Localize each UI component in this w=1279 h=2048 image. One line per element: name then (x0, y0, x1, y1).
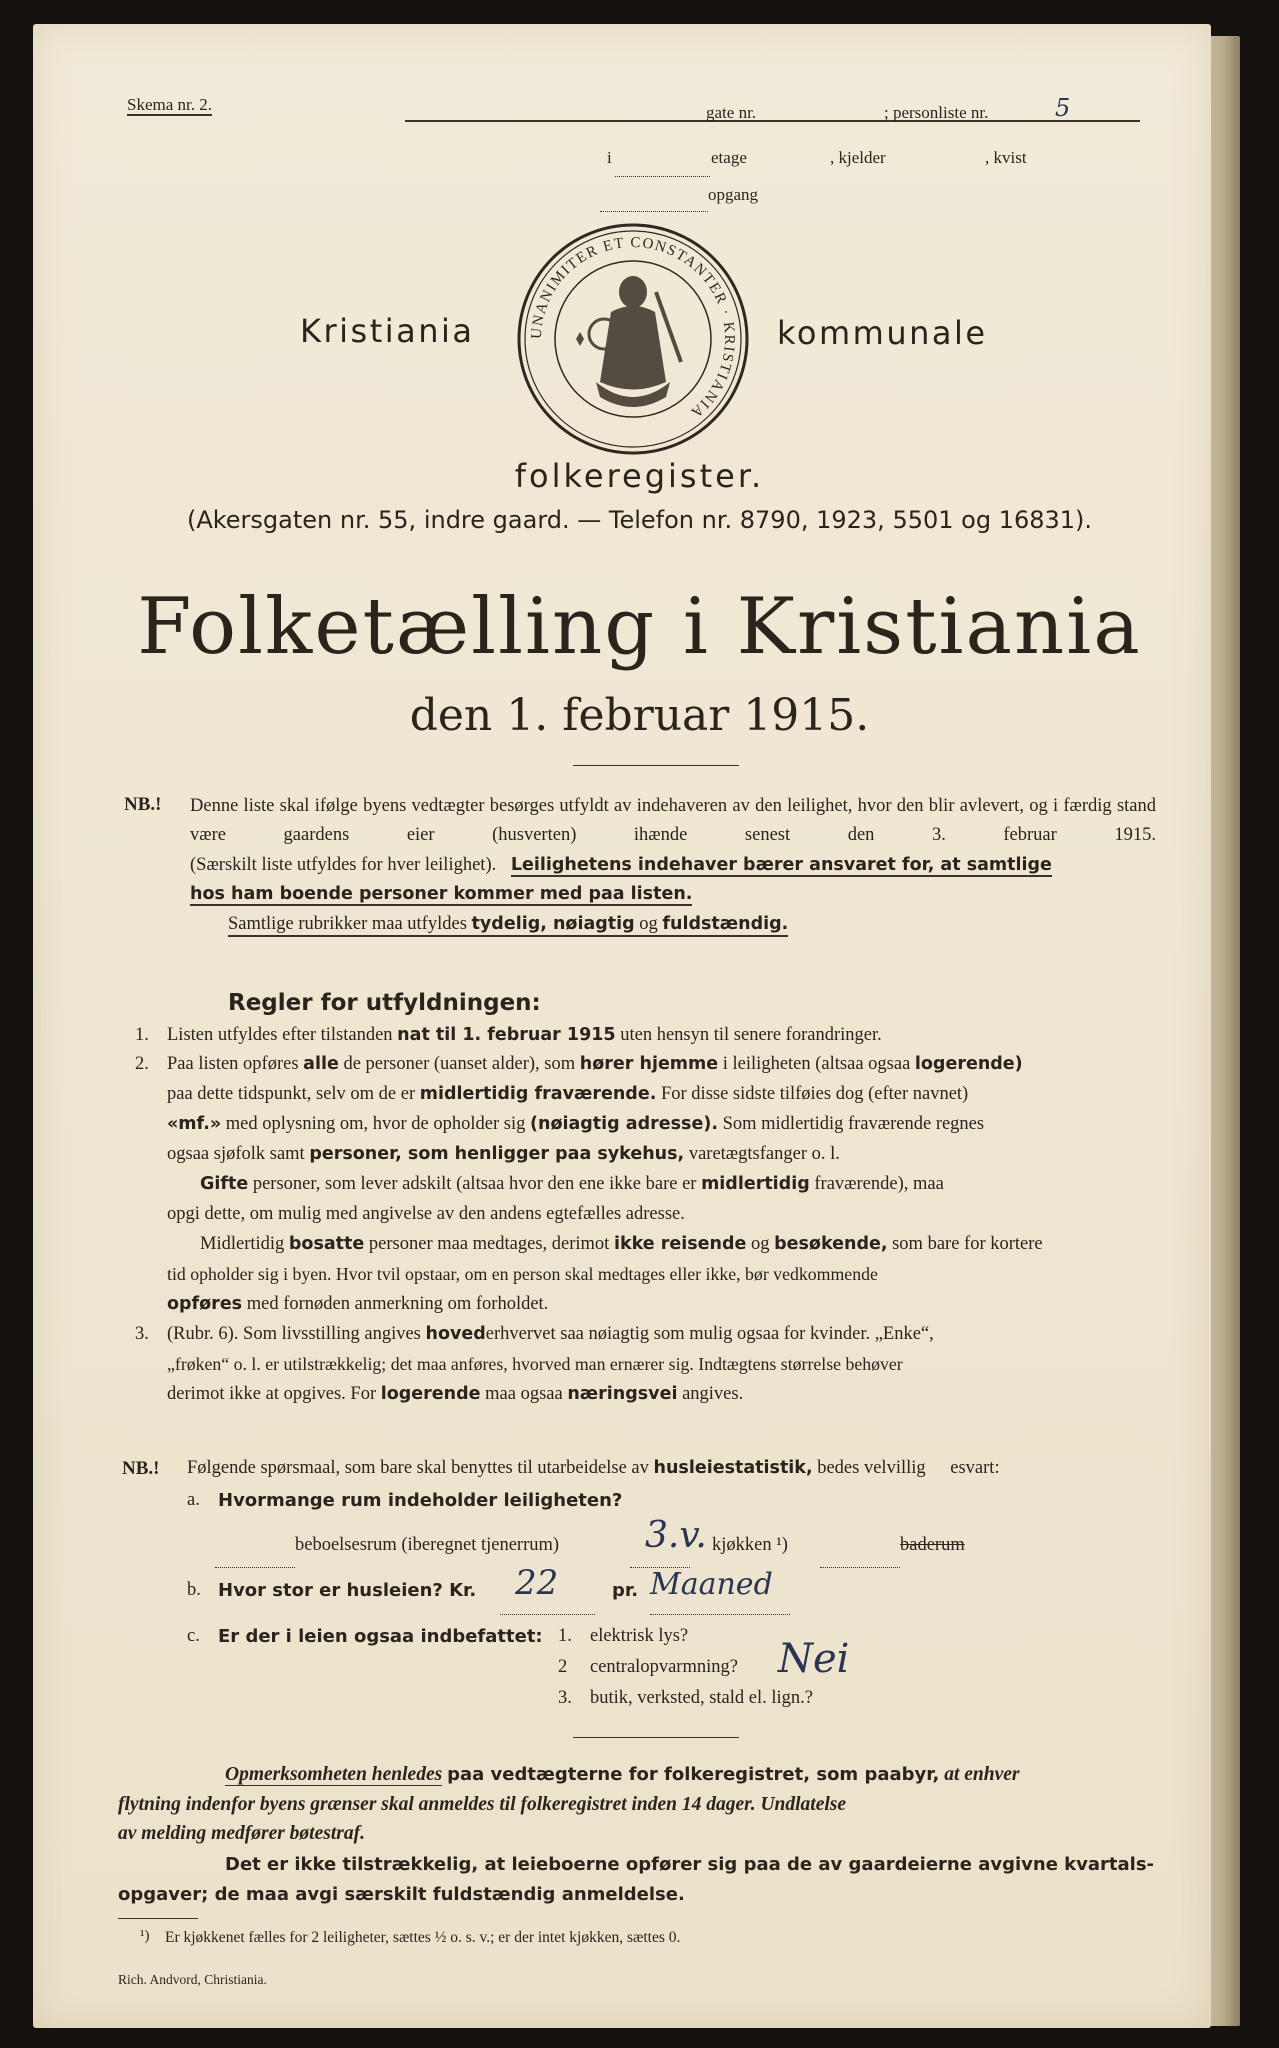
title-date: den 1. februar 1915. (409, 690, 870, 741)
rule-3-line3: derimot ikke at opgives. For logerende maa ogsaa næringsvei angives. (167, 1384, 744, 1404)
rule-1-text: Listen utfyldes efter tilstanden nat til 1. februar 1915 uten hensyn til senere forandringer. (167, 1025, 882, 1045)
rule-2-line3: «mf.» med oplysning om, hvor de opholder sig (nøiagtig adresse). Som midlertidig fraværende regnes (167, 1114, 985, 1134)
gate-label: gate nr. (706, 103, 757, 122)
kjelder-label: , kjelder (830, 148, 886, 167)
notice-line3: av melding medfører bøtestraf. (118, 1823, 365, 1844)
nb1-paragraph: Denne liste skal ifølge byens vedtægter besørges utfyldt av indehaveren av den leilighet, hvor den blir avlevert, og i færdig stand være gaardens eier (husverten) ihænde senest den 3. februar 1915. (190, 796, 1156, 845)
c3-text: butik, verksted, stald el. lign.? (590, 1688, 813, 1708)
rule-3-number: 3. (135, 1324, 149, 1344)
i-label: i (607, 148, 612, 167)
notice-line5: opgaver; de maa avgi særskilt fuldstændig anmeldelse. (118, 1884, 685, 1905)
rule-2-para2-line1: Gifte personer, som lever adskilt (altsaa hvor den ene ikke bare er midlertidig fraværende), maa (200, 1174, 944, 1194)
personliste-label: ; personliste nr. (884, 103, 989, 122)
personliste-value: 5 (1055, 94, 1071, 122)
rooms-label: beboelsesrum (iberegnet tjenerrum) (295, 1535, 560, 1555)
notice-divider (573, 1737, 739, 1738)
kitchen-label: kjøkken ¹) (712, 1535, 788, 1555)
rule-2-para3-line3: opføres med fornøden anmerkning om forholdet. (167, 1294, 549, 1314)
c3-number: 3. (558, 1688, 572, 1708)
nb1-line2: (Særskilt liste utfyldes for hver leilighet). Leilighetens indehaver bærer ansvaret for, at samtlige (190, 855, 1052, 875)
question-b-label: b. (187, 1580, 201, 1600)
opgang-label: opgang (708, 185, 759, 204)
c1-number: 1. (558, 1626, 572, 1646)
rule-3-line1: (Rubr. 6). Som livsstilling angives hovederhvervet saa nøiagtig som mulig ogsaa for kvinder. „Enke“, (167, 1324, 934, 1344)
question-c-label: c. (187, 1626, 200, 1646)
question-a: Hvormange rum indeholder leiligheten? (218, 1490, 623, 1511)
svg-text:UNANIMITER ET CONSTANTER · KRI: UNANIMITER ET CONSTANTER · KRISTIANIA (528, 234, 738, 422)
rent-amount: 22 (515, 1563, 559, 1603)
rules-heading: Regler for utfyldningen: (228, 990, 541, 1016)
schema-label: Skema nr. 2. (127, 95, 212, 114)
kvist-label: , kvist (985, 148, 1027, 167)
rule-1-number: 1. (135, 1025, 149, 1045)
rule-2-para2-line2: opgi dette, om mulig med angivelse av den andens egtefælles adresse. (167, 1204, 685, 1224)
footnote-text: Er kjøkkenet fælles for 2 leiligheter, sættes ½ o. s. v.; er der intet kjøkken, sættes 0. (165, 1929, 681, 1946)
question-a-label: a. (187, 1490, 200, 1510)
page-title: Folketælling i Kristiania (137, 582, 1142, 672)
c2-text: centralopvarmning? (590, 1657, 738, 1677)
footnote-divider (118, 1918, 198, 1919)
nb1-label: NB.! (124, 794, 162, 815)
rule-3-line2: „frøken“ o. l. er utilstrækkelig; det maa anføres, hvorved man ernærer sig. Indtægtens størrelse behøver (167, 1354, 903, 1374)
rule-2-para3-line2: tid opholder sig i byen. Hvor tvil opstaar, om en person skal medtages eller ikke, bør vedkommende (167, 1264, 878, 1284)
office-name-right: kommunale (777, 314, 988, 352)
notice-line1: Opmerksomheten henledes paa vedtægterne for folkeregistret, som paabyr, at enhver (225, 1764, 1020, 1785)
bath-label: baderum (900, 1535, 965, 1555)
c1-text: elektrisk lys? (590, 1626, 689, 1646)
question-b: Hvor stor er husleien? Kr. (218, 1580, 477, 1601)
rent-period: Maaned (650, 1567, 773, 1602)
printer-credit: Rich. Andvord, Christiania. (118, 1972, 267, 1987)
notice-line2: flytning indenfor byens grænser skal anmeldes til folkeregistret inden 14 dager. Undlatelse (118, 1794, 847, 1815)
office-name-left: Kristiania (300, 312, 475, 350)
nb2-label: NB.! (122, 1458, 160, 1479)
rent-per-label: pr. (612, 1580, 639, 1601)
notice-line4: Det er ikke tilstrækkelig, at leieboerne opfører sig paa de av gaardeierne avgivne kvartals- (225, 1854, 1155, 1875)
office-address: (Akersgaten nr. 55, indre gaard. — Telefon nr. 8790, 1923, 5501 og 16831). (186, 506, 1093, 534)
c2-number: 2 (558, 1657, 568, 1677)
office-subtitle: folkeregister. (514, 457, 765, 495)
title-divider (573, 765, 739, 766)
rule-2-number: 2. (135, 1054, 149, 1074)
rule-2-line1: Paa listen opføres alle de personer (uanset alder), som hører hjemme i leiligheten (altsaa ogsaa logerende) (167, 1054, 1023, 1074)
footnote-mark: ¹) (140, 1928, 150, 1944)
nb2-intro: Følgende spørsmaal, som bare skal benyttes til utarbeidelse av husleiestatistik, bedes velvillig esvart: (187, 1458, 1000, 1478)
etage-label: etage (711, 148, 747, 167)
nb1-line4: Samtlige rubrikker maa utfyldes tydelig, nøiagtig og fuldstændig. (228, 914, 788, 935)
question-c: Er der i leien ogsaa indbefattet: (218, 1626, 543, 1647)
kristiania-city-seal (516, 222, 750, 456)
rooms-handwritten-value: 3.v. (645, 1515, 707, 1556)
nb1-line3: hos ham boende personer kommer med paa listen. (190, 884, 693, 904)
rule-2-line4: ogsaa sjøfolk samt personer, som henligger paa sykehus, varetægtsfanger o. l. (167, 1144, 840, 1164)
rule-2-para3-line1: Midlertidig bosatte personer maa medtages, derimot ikke reisende og besøkende, som bare for kortere (200, 1234, 1043, 1254)
address-line (405, 120, 1140, 122)
rule-2-line2: paa dette tidspunkt, selv om de er midlertidig fraværende. For disse sidste tilføies dog (efter navnet) (167, 1084, 969, 1104)
c2-handwritten-answer: Nei (778, 1636, 850, 1682)
